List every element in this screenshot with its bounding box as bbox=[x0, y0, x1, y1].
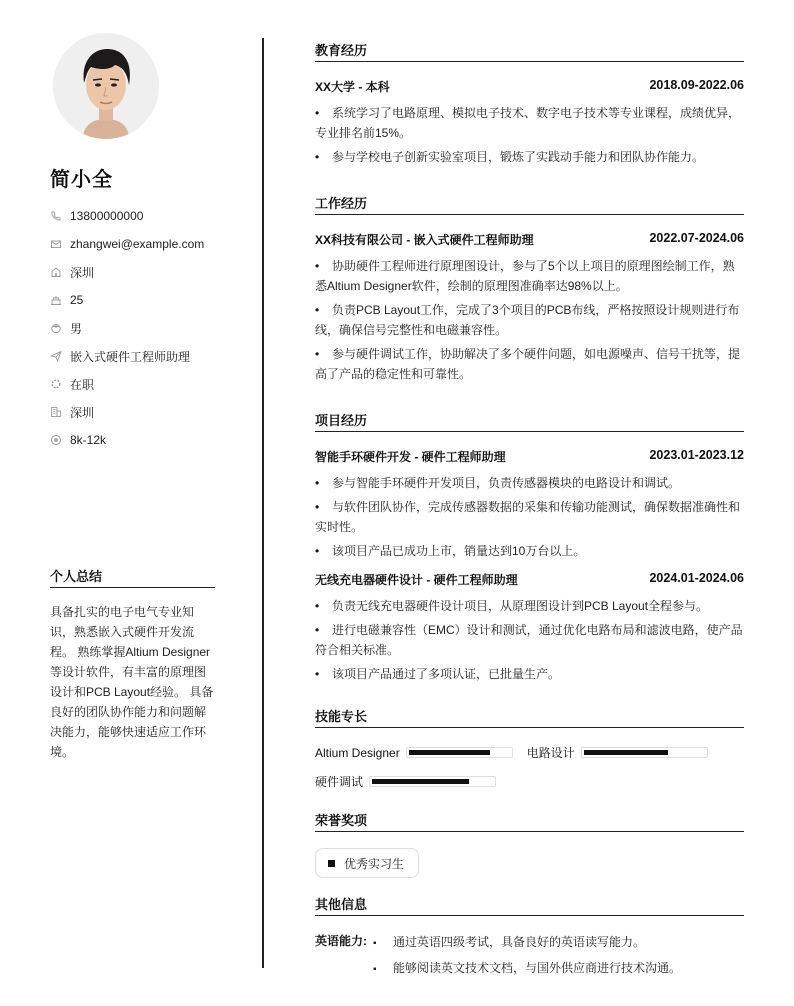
skill-item bbox=[527, 744, 708, 761]
phone-icon bbox=[50, 210, 62, 222]
bullet-list bbox=[315, 103, 744, 167]
bullet-list bbox=[315, 473, 744, 561]
entry-header bbox=[315, 448, 744, 465]
building-icon bbox=[50, 406, 62, 418]
work-city-text: 深圳 bbox=[70, 405, 95, 420]
entry-header bbox=[315, 231, 744, 248]
info-email bbox=[50, 230, 215, 258]
square-bullet-icon bbox=[328, 860, 335, 867]
other-section bbox=[315, 894, 744, 984]
skill-bar-fill bbox=[584, 750, 669, 755]
contact-info-list bbox=[50, 202, 215, 454]
bullet-list bbox=[315, 256, 744, 384]
list-item: • 参与学校电子创新实验室项目，锻炼了实践动手能力和团队协作能力。 bbox=[315, 147, 744, 167]
skill-bar-fill bbox=[372, 779, 469, 784]
section-title: 项目经历 bbox=[315, 410, 744, 432]
skill-bar bbox=[369, 776, 496, 787]
gender-text: 男 bbox=[70, 321, 83, 336]
skills-section bbox=[315, 706, 744, 790]
salary-icon bbox=[50, 434, 62, 446]
summary-text: 具备扎实的电子电气专业知识，熟悉嵌入式硬件开发流程。 熟练掌握Altium Designer等设计软件，有丰富的原理图设计和PCB Layout经验。 具备良好的团队协作能力和问题解决能力，能够快速适应工作环境。 bbox=[50, 605, 214, 759]
list-item: • 负责无线充电器硬件设计项目，从原理图设计到PCB Layout全程参与。 bbox=[315, 596, 744, 616]
entry-header bbox=[315, 571, 744, 588]
phone-text: 13800000000 bbox=[70, 209, 144, 223]
entry-date: 2024.01-2024.06 bbox=[649, 571, 744, 585]
section-title: 荣誉奖项 bbox=[315, 810, 744, 832]
candidate-name: 简小全 bbox=[50, 169, 113, 191]
section-title: 教育经历 bbox=[315, 40, 744, 62]
home-icon bbox=[50, 266, 62, 278]
skill-label: 电路设计 bbox=[526, 746, 575, 760]
awards-section bbox=[315, 810, 744, 878]
info-salary bbox=[50, 426, 215, 454]
other-info-values bbox=[373, 932, 681, 984]
list-item: • 参与硬件调试工作，协助解决了多个硬件问题，如电源噪声、信号干扰等，提高了产品的稳定性和可靠性。 bbox=[315, 344, 744, 384]
section-title: 工作经历 bbox=[315, 193, 744, 215]
info-age bbox=[50, 286, 215, 314]
status-text: 在职 bbox=[70, 377, 95, 392]
summary-title: 个人总结 bbox=[50, 566, 215, 588]
education-section bbox=[315, 40, 744, 167]
person-photo-icon bbox=[53, 33, 159, 139]
info-phone bbox=[50, 202, 215, 230]
other-info-row bbox=[315, 932, 744, 984]
send-icon bbox=[50, 350, 62, 362]
section-title: 技能专长 bbox=[315, 706, 744, 728]
work-section bbox=[315, 193, 744, 384]
other-info-key: 英语能力: bbox=[315, 934, 367, 948]
avatar bbox=[53, 33, 159, 139]
list-item: • 该项目产品通过了多项认证，已批量生产。 bbox=[315, 664, 744, 684]
info-work-city bbox=[50, 398, 215, 426]
entry-date: 2023.01-2023.12 bbox=[649, 448, 744, 462]
skill-bar bbox=[581, 747, 708, 758]
summary-section bbox=[50, 566, 215, 762]
entry-date: 2018.09-2022.06 bbox=[649, 78, 744, 92]
entry-name: XX科技有限公司 - 嵌入式硬件工程师助理 bbox=[315, 233, 534, 247]
skill-bar-fill bbox=[409, 750, 490, 755]
info-location bbox=[50, 258, 215, 286]
skill-item bbox=[315, 744, 513, 761]
list-item: • 进行电磁兼容性（EMC）设计和测试，通过优化电路布局和滤波电路，使产品符合相关标准。 bbox=[315, 620, 744, 660]
award-label: 优秀实习生 bbox=[344, 856, 405, 871]
list-item: ▪ 通过英语四级考试，具备良好的英语读写能力。 bbox=[373, 932, 681, 954]
list-item: • 协助硬件工程师进行原理图设计，参与了5个以上项目的原理图绘制工作，熟悉Altium Designer软件，绘制的原理图准确率达98%以上。 bbox=[315, 256, 744, 296]
entry-name: XX大学 - 本科 bbox=[315, 80, 390, 94]
skill-item bbox=[315, 773, 496, 790]
bullet-list bbox=[315, 596, 744, 684]
main-column bbox=[315, 40, 744, 1000]
info-gender bbox=[50, 314, 215, 342]
section-title: 其他信息 bbox=[315, 894, 744, 916]
skill-bar bbox=[406, 747, 513, 758]
entry-date: 2022.07-2024.06 bbox=[649, 231, 744, 245]
location-text: 深圳 bbox=[70, 265, 95, 280]
list-item: • 与软件团队协作，完成传感器数据的采集和传输功能测试，确保数据准确性和实时性。 bbox=[315, 497, 744, 537]
age-text: 25 bbox=[70, 293, 84, 307]
profile-column bbox=[50, 33, 215, 454]
info-job-target bbox=[50, 342, 215, 370]
status-icon bbox=[50, 378, 62, 390]
mail-icon bbox=[50, 238, 62, 250]
award-tag bbox=[315, 848, 419, 878]
cake-icon bbox=[50, 294, 62, 306]
entry-name: 智能手环硬件开发 - 硬件工程师助理 bbox=[315, 450, 506, 464]
skills-list bbox=[315, 744, 744, 790]
entry-header bbox=[315, 78, 744, 95]
gender-icon bbox=[50, 322, 62, 334]
salary-text: 8k-12k bbox=[70, 433, 107, 447]
column-divider bbox=[262, 38, 264, 968]
list-item: • 该项目产品已成功上市，销量达到10万台以上。 bbox=[315, 541, 744, 561]
entry-name: 无线充电器硬件设计 - 硬件工程师助理 bbox=[315, 573, 518, 587]
projects-section bbox=[315, 410, 744, 684]
skill-label: Altium Designer bbox=[315, 745, 400, 760]
list-item: ▪ 能够阅读英文技术文档，与国外供应商进行技术沟通。 bbox=[373, 958, 681, 980]
list-item: • 参与智能手环硬件开发项目，负责传感器模块的电路设计和调试。 bbox=[315, 473, 744, 493]
list-item: • 负责PCB Layout工作，完成了3个项目的PCB布线，严格按照设计规则进行布线，确保信号完整性和电磁兼容性。 bbox=[315, 300, 744, 340]
job-target-text: 嵌入式硬件工程师助理 bbox=[70, 349, 191, 364]
list-item: • 系统学习了电路原理、模拟电子技术、数字电子技术等专业课程，成绩优异，专业排名前15%。 bbox=[315, 103, 744, 143]
skill-label: 硬件调试 bbox=[315, 775, 364, 789]
info-status bbox=[50, 370, 215, 398]
email-text: zhangwei@example.com bbox=[70, 237, 205, 251]
